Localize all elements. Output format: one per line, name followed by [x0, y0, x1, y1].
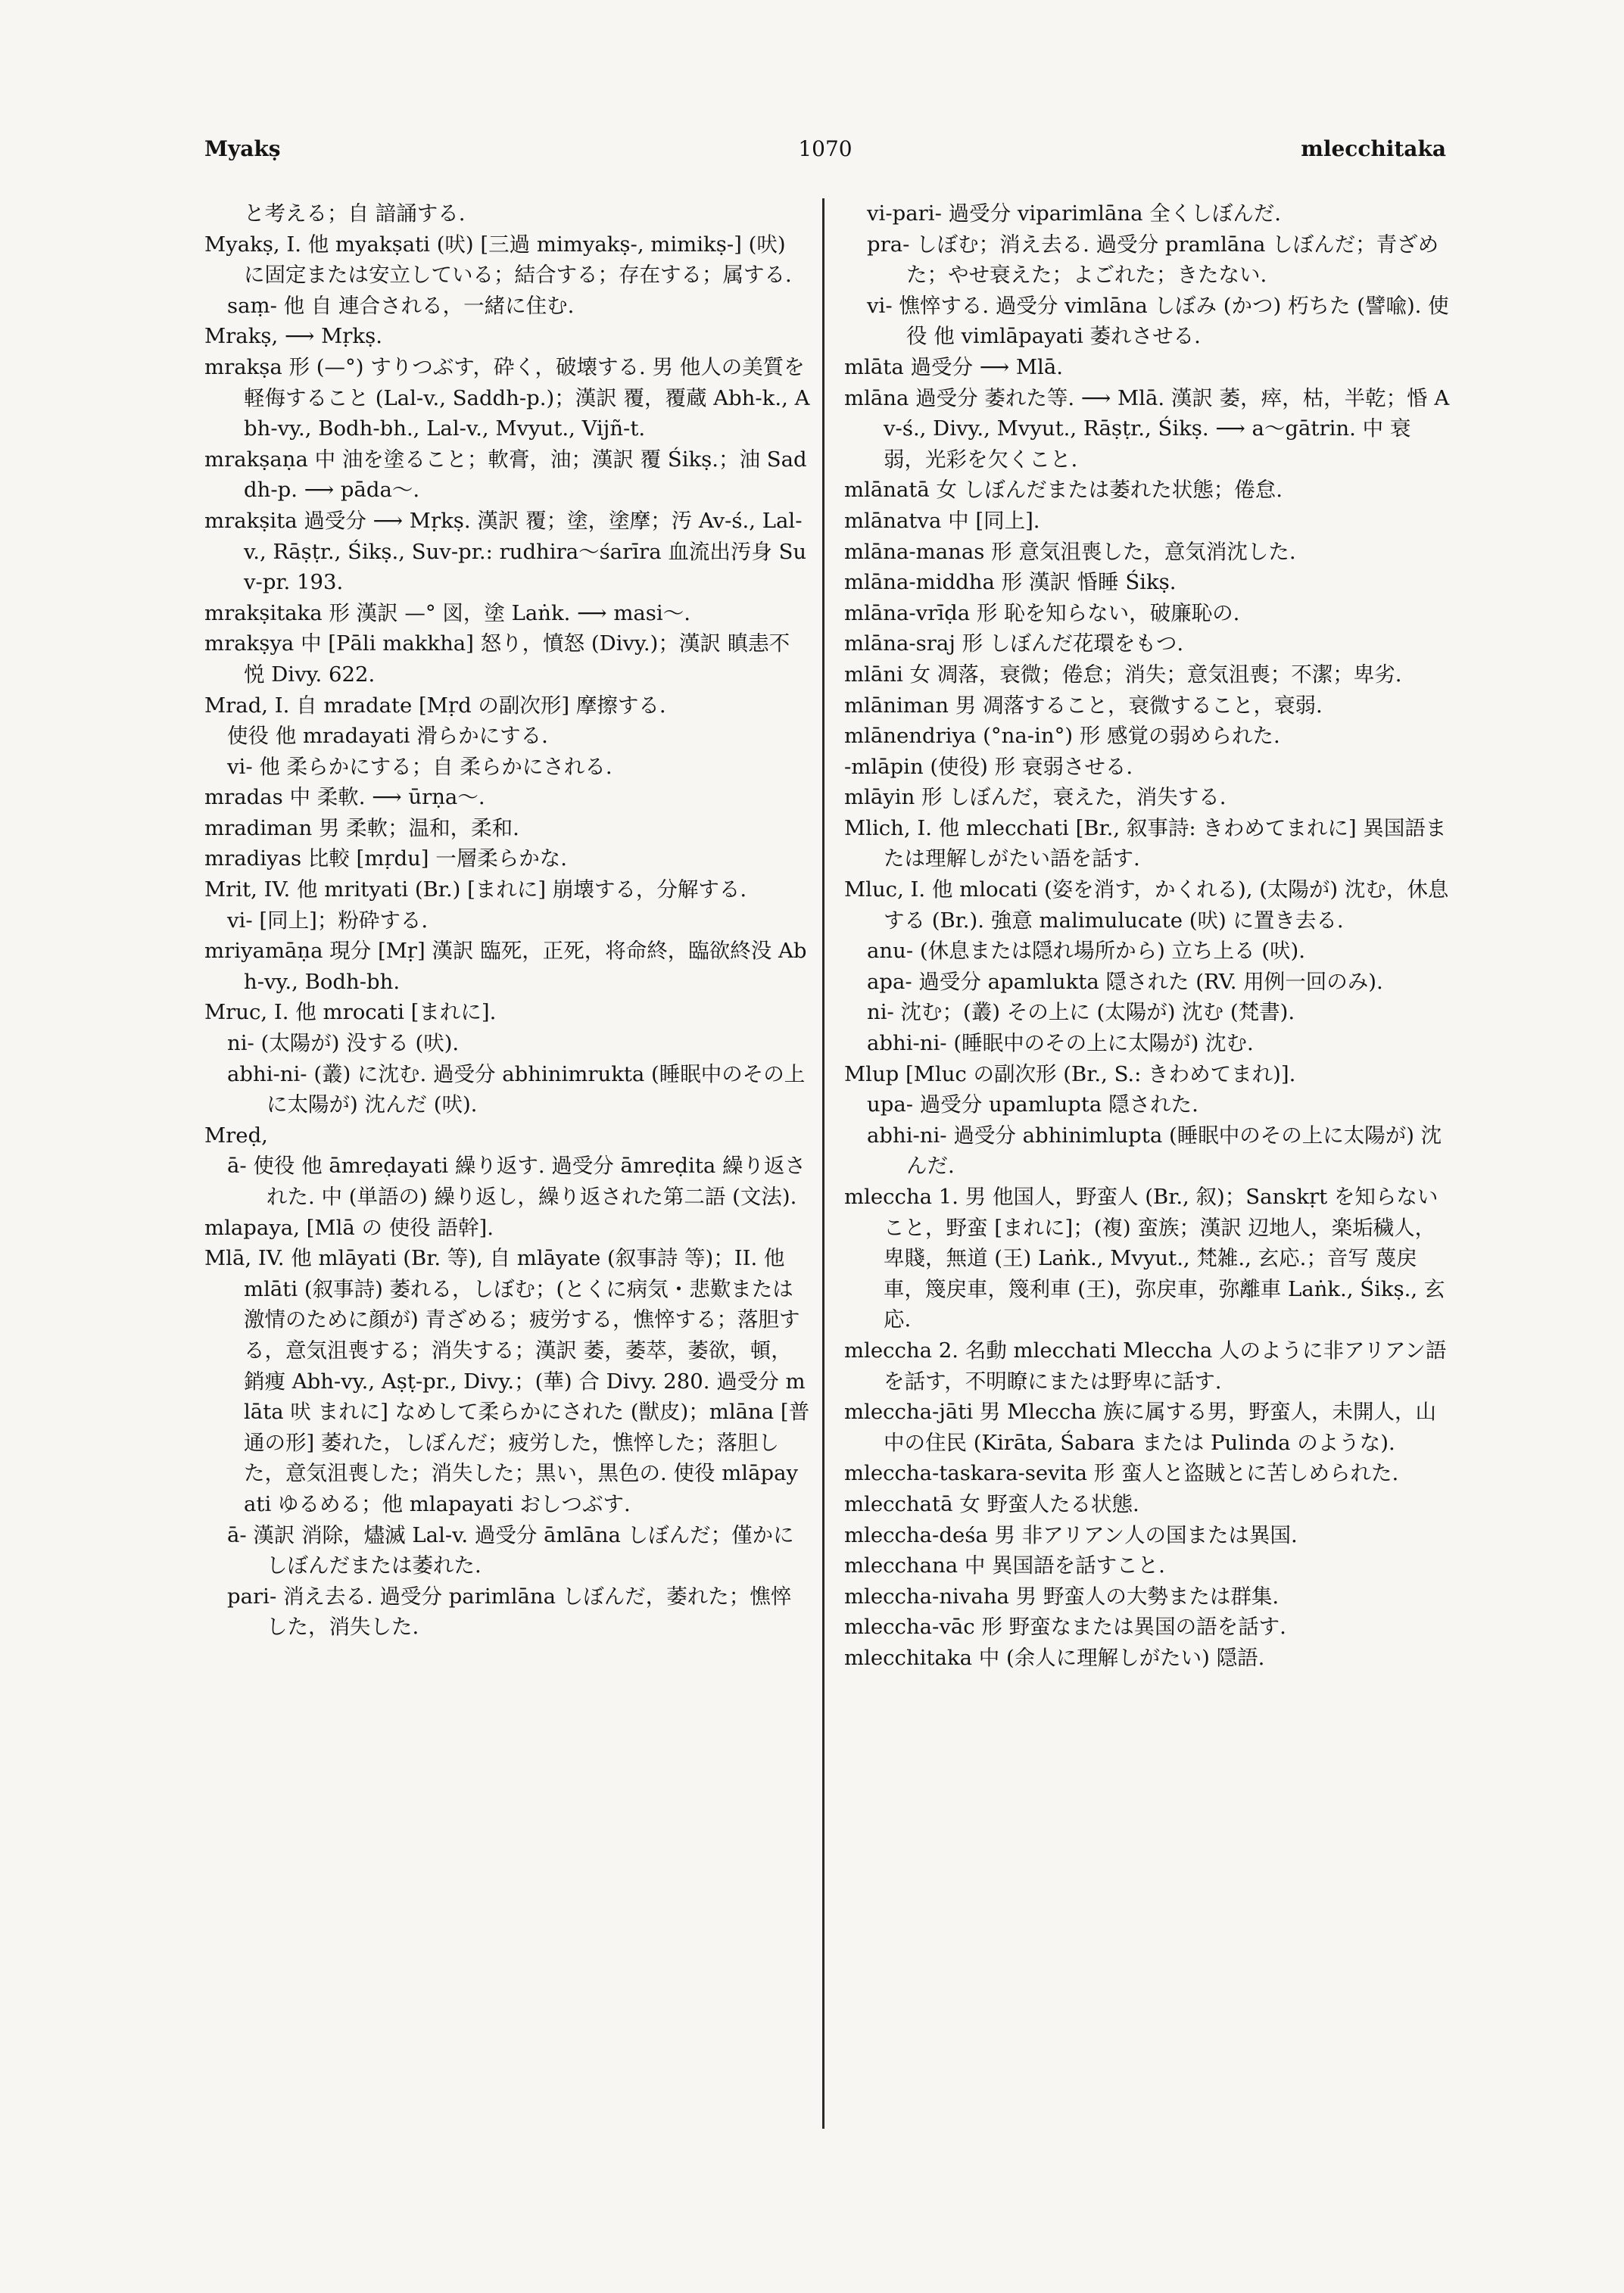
right-column — [844, 198, 1450, 1674]
dictionary-entry: anu- (休息または隠れ場所から) 立ち上る (吠). — [867, 939, 1305, 964]
dictionary-entry: mleccha 1. 男 他国人，野蛮人 (Br., 叙)；Sanskṛt を知らないこと，野蛮 [まれに]；(複) 蛮族；漢訳 辺地人，楽垢穢人，卑賤，無道 (王) Laṅk., Mvyut., 梵雑., 玄応.；音写 蔑戻車，篾戻車，篾利車 (王)，弥戻車，弥離車 Laṅk., Śikṣ., 玄応. — [844, 1185, 1445, 1332]
dictionary-entry: Mruc, I. 他 mrocati [まれに]. — [204, 1000, 497, 1025]
dictionary-entry: mlāyin 形 しぼんだ，衰えた，消失する. — [844, 785, 1227, 810]
dictionary-entry: mlapaya, [Mlā の 使役 語幹]. — [204, 1215, 494, 1240]
dictionary-entry: pra- しぼむ；消え去る. 過受分 pramlāna しぼんだ；青ざめた；やせ衰えた；よごれた；きたない. — [867, 232, 1439, 288]
dictionary-entry: Mreḍ, — [204, 1123, 268, 1148]
dictionary-entry: Mrad, I. 自 mradate [Mṛd の副次形] 摩擦する. — [204, 693, 666, 718]
dictionary-entry: mlāta 過受分 ⟶ Mlā. — [844, 354, 1063, 379]
dictionary-entry: mlānendriya (°na-in°) 形 感覚の弱められた. — [844, 724, 1280, 749]
dictionary-entry: mleccha-nivaha 男 野蛮人の大勢または群集. — [844, 1584, 1280, 1609]
dictionary-entry: mlecchana 中 異国語を話すこと. — [844, 1553, 1165, 1578]
dictionary-entry: mleccha-deśa 男 非アリアン人の国または異国. — [844, 1522, 1298, 1547]
dictionary-entry: Mrakṣ, ⟶ Mṛkṣ. — [204, 324, 382, 349]
dictionary-entry: Mrit, IV. 他 mrityati (Br.) [まれに] 崩壊する，分解する. — [204, 877, 747, 902]
dictionary-entry: mleccha-jāti 男 Mleccha 族に属する男，野蛮人，未開人，山中の住民 (Kirāta, Śabara または Pulinda のような). — [844, 1400, 1436, 1455]
dictionary-entry: vi- [同上]；粉砕する. — [227, 908, 429, 933]
dictionary-entry: mlāna-sraj 形 しぼんだ花環をもつ. — [844, 631, 1184, 656]
dictionary-entry: vi- 他 柔らかにする；自 柔らかにされる. — [227, 754, 613, 779]
dictionary-entry: mradas 中 柔軟. ⟶ ūrṇa～. — [204, 785, 485, 810]
dictionary-entry: saṃ- 他 自 連合される，一緒に住む. — [227, 293, 575, 318]
dictionary-entry: abhi-ni- (睡眠中のその上に太陽が) 沈む. — [867, 1031, 1254, 1056]
dictionary-entry: mriyamāṇa 現分 [Mṛ] 漢訳 臨死，正死，将命終，臨欲終没 Abh-vy., Bodh-bh. — [204, 939, 807, 994]
left-column — [204, 198, 810, 1643]
dictionary-entry: mlāna-middha 形 漢訳 惛睡 Śikṣ. — [844, 570, 1177, 595]
page-number: 1070 — [798, 136, 853, 161]
dictionary-entry: mlānatā 女 しぼんだまたは萎れた状態；倦怠. — [844, 478, 1283, 503]
left-guide-word: Myakṣ — [204, 136, 281, 161]
dictionary-entry: mlāni 女 凋落，衰微；倦怠；消失；意気沮喪；不潔；卑劣. — [844, 662, 1402, 687]
dictionary-entry: mlecchitaka 中 (余人に理解しがたい) 隠語. — [844, 1645, 1265, 1670]
column-divider — [822, 198, 824, 2129]
dictionary-entry: Mlup [Mluc の副次形 (Br., S.: きわめてまれ)]. — [844, 1061, 1296, 1086]
dictionary-entry: ā- 漢訳 消除，燼滅 Lal-v. 過受分 āmlāna しぼんだ；僅かにしぼんだまたは萎れた. — [227, 1522, 794, 1578]
dictionary-entry: ni- (太陽が) 没する (吠). — [227, 1031, 460, 1056]
dictionary-entry: と考える；自 諳誦する. — [244, 201, 466, 226]
dictionary-entry: mlāna-vrīḍa 形 恥を知らない，破廉恥の. — [844, 600, 1240, 625]
dictionary-entry: mrakṣaṇa 中 油を塗ること；軟膏，油；漢訳 覆 Śikṣ.；油 Saddh-p. ⟶ pāda～. — [204, 447, 807, 503]
dictionary-entry: mleccha-taskara-sevita 形 蛮人と盗賊とに苦しめられた. — [844, 1461, 1399, 1486]
dictionary-entry: mrakṣa 形 (—°) すりつぶす，砕く，破壊する. 男 他人の美質を軽侮すること (Lal-v., Saddh-p.)；漢訳 覆，覆蔵 Abh-k., Abh-vy., Bodh-bh., Lal-v., Mvyut., Vijñ-t. — [204, 354, 810, 441]
dictionary-entry: mlecchatā 女 野蛮人たる状態. — [844, 1491, 1139, 1516]
dictionary-entry: mlānatva 中 [同上]. — [844, 508, 1040, 533]
dictionary-entry: Mlich, I. 他 mlecchati [Br., 叙事詩: きわめてまれに] 異国語または理解しがたい語を話す. — [844, 815, 1447, 871]
right-guide-word: mlecchitaka — [1301, 136, 1446, 161]
dictionary-entry: ā- 使役 他 āmreḍayati 繰り返す. 過受分 āmreḍita 繰り返された. 中 (単語の) 繰り返し，繰り返された第二語 (文法). — [227, 1154, 806, 1209]
dictionary-entry: upa- 過受分 upamlupta 隠された. — [867, 1092, 1199, 1117]
dictionary-entry: Mluc, I. 他 mlocati (姿を消す，かくれる), (太陽が) 沈む，休息する (Br.). 強意 malimulucate (吠) に置き去る. — [844, 877, 1449, 933]
dictionary-entry: mradiman 男 柔軟；温和，柔和. — [204, 815, 519, 840]
dictionary-entry: Mlā, IV. 他 mlāyati (Br. 等), 自 mlāyate (叙事詩 等)；II. 他 mlāti (叙事詩) 萎れる，しぼむ；(とくに病気・悲歎または激情のために顔が) 青ざめる；疲労する，憔悴する；落胆する，意気沮喪する；消失する；漢訳 萎，萎萃，萎欲，頓，銷痩 Abh-vy., Aṣṭ-pr., Divy.；(華) 合 Divy. 280. 過受分 mlāta 吠 まれに] なめして柔らかにされた (獣皮)；mlāna [普通の形] 萎れた，しぼんだ；疲労した，憔悴した；落胆した，意気沮喪した；消失した；黒い，黒色の. 使役 mlāpayati ゆるめる；他 mlapayati おしつぶす. — [204, 1246, 810, 1516]
dictionary-entry: vi- 憔悴する. 過受分 vimlāna しぼみ (かつ) 朽ちた (譬喩). 使役 他 vimlāpayati 萎れさせる. — [867, 293, 1449, 349]
dictionary-entry: mrakṣita 過受分 ⟶ Mṛkṣ. 漢訳 覆；塗，塗摩；汚 Av-ś., Lal-v., Rāṣṭr., Śikṣ., Suv-pr.: rudhira～śarīra 血流出汚身 Suv-pr. 193. — [204, 508, 807, 595]
dictionary-entry: Myakṣ, I. 他 myakṣati (吠) [三過 mimyakṣ-, mimikṣ-] (吠) に固定または安立している；結合する；存在する；属する. — [204, 232, 792, 288]
dictionary-entry: mleccha 2. 名動 mlecchati Mleccha 人のように非アリアン語を話す，不明瞭にまたは野卑に話す. — [844, 1338, 1447, 1394]
dictionary-entry: vi-pari- 過受分 viparimlāna 全くしぼんだ. — [867, 201, 1281, 226]
dictionary-entry: mrakṣitaka 形 漢訳 —° 図，塗 Laṅk. ⟶ masi～. — [204, 600, 690, 625]
dictionary-entry: pari- 消え去る. 過受分 parimlāna しぼんだ，萎れた；憔悴した，消失した. — [227, 1584, 792, 1640]
dictionary-entry: mleccha-vāc 形 野蛮なまたは異国の語を話す. — [844, 1615, 1286, 1640]
dictionary-entry: mlāna-manas 形 意気沮喪した，意気消沈した. — [844, 539, 1296, 564]
dictionary-entry: mlāna 過受分 萎れた等. ⟶ Mlā. 漢訳 萎，瘁，枯，半乾；惛 Av-ś., Divy., Mvyut., Rāṣṭr., Śikṣ. ⟶ a～gātrin. 中 衰弱，光彩を欠くこと. — [844, 385, 1450, 472]
dictionary-entry: abhi-ni- 過受分 abhinimlupta (睡眠中のその上に太陽が) 沈んだ. — [867, 1123, 1442, 1179]
dictionary-entry: mradiyas 比較 [mṛdu] 一層柔らかな. — [204, 846, 568, 871]
dictionary-entry: mlāniman 男 凋落すること，衰微すること，衰弱. — [844, 693, 1323, 718]
dictionary-entry: ni- 沈む；(叢) その上に (太陽が) 沈む (梵書). — [867, 1000, 1295, 1025]
running-header — [204, 136, 1446, 167]
dictionary-entry: abhi-ni- (叢) に沈む. 過受分 abhinimrukta (睡眠中のその上に太陽が) 沈んだ (吠). — [227, 1061, 806, 1117]
dictionary-entry: 使役 他 mradayati 滑らかにする. — [227, 724, 548, 749]
dictionary-entry: mrakṣya 中 [Pāli makkha] 怒り，憤怒 (Divy.)；漢訳 瞋恚不悦 Divy. 622. — [204, 631, 790, 687]
dictionary-entry: apa- 過受分 apamlukta 隠された (RV. 用例一回のみ). — [867, 969, 1383, 994]
dictionary-entry: -mlāpin (使役) 形 衰弱させる. — [844, 754, 1133, 779]
